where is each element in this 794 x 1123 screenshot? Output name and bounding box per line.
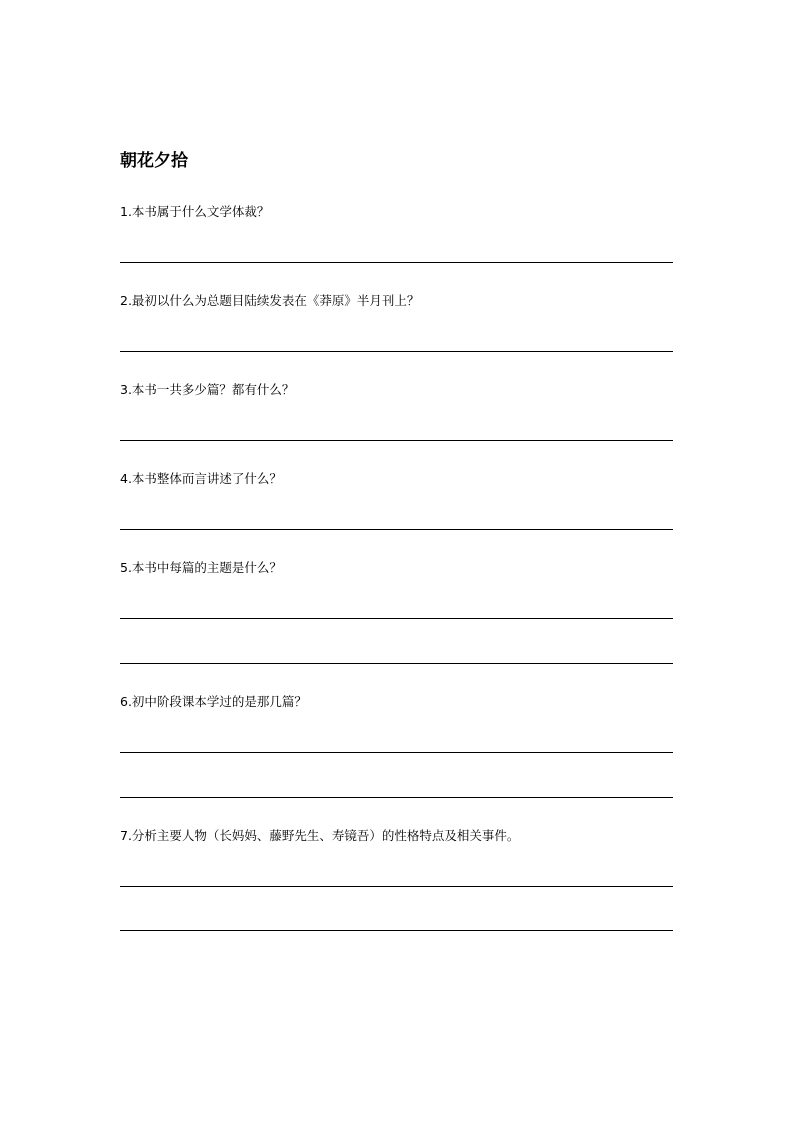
answer-line-1[interactable] <box>120 262 673 263</box>
answer-line-4[interactable] <box>120 529 673 530</box>
question-1: 1.本书属于什么文学体裁？ <box>120 204 270 219</box>
question-4: 4.本书整体而言讲述了什么？ <box>120 471 282 486</box>
answer-line-6a[interactable] <box>120 752 673 753</box>
answer-line-2[interactable] <box>120 351 673 352</box>
question-5: 5.本书中每篇的主题是什么？ <box>120 560 282 575</box>
question-6: 6.初中阶段课本学过的是那几篇？ <box>120 694 307 709</box>
answer-line-5b[interactable] <box>120 663 673 664</box>
answer-line-7b[interactable] <box>120 930 673 931</box>
question-7: 7.分析主要人物（长妈妈、藤野先生、寿镜吾）的性格特点及相关事件。 <box>120 828 520 843</box>
question-3: 3.本书一共多少篇？都有什么？ <box>120 382 295 397</box>
answer-line-6b[interactable] <box>120 797 673 798</box>
answer-line-3[interactable] <box>120 440 673 441</box>
document-title: 朝花夕拾 <box>120 151 188 171</box>
answer-line-5a[interactable] <box>120 618 673 619</box>
question-2: 2.最初以什么为总题目陆续发表在《莽原》半月刊上？ <box>120 293 420 308</box>
answer-line-7a[interactable] <box>120 886 673 887</box>
